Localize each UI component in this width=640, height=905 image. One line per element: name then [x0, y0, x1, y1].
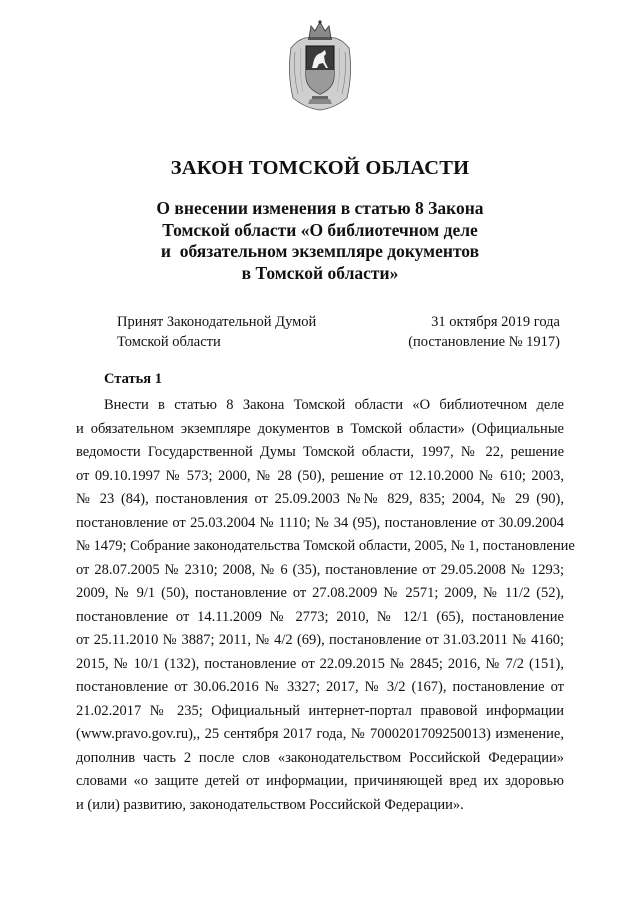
adoption-date-block: [408, 312, 560, 352]
law-subtitle-line: Томской области «О библиотечном деле: [162, 219, 478, 240]
law-title: ЗАКОН ТОМСКОЙ ОБЛАСТИ: [170, 157, 470, 179]
article-line: (www.pravo.gov.ru),, 25 сентября 2017 года, № 7000201709250013) изменение,: [76, 726, 564, 742]
article-line: дополнив часть 2 после слов «законодательством Российской Федерации»: [76, 749, 564, 766]
article-line: № 23 (84), постановления от 25.09.2003 №№ 829, 835; 2004, № 29 (90),: [76, 491, 564, 507]
resolution-number: (постановление № 1917): [408, 334, 560, 350]
article-line: 2015, № 10/1 (132), постановление от 22.09.2015 № 2845; 2016, № 7/2 (151),: [76, 655, 564, 672]
article-line: постановление от 30.06.2016 № 3327; 2017, № 3/2 (167), постановление от: [76, 679, 564, 695]
coat-of-arms-icon: [285, 18, 355, 113]
article-line: от 25.11.2010 № 3887; 2011, № 4/2 (69), постановление от 31.03.2011 № 4160;: [76, 632, 564, 648]
article-line: № 1479; Собрание законодательства Томской области, 2005, № 1, постановление: [76, 538, 575, 554]
article-line: и (или) развитию, законодательством Российской Федерации».: [76, 796, 464, 813]
article-line: и обязательном экземпляре документов в Томской области» (Официальные: [76, 420, 564, 437]
article-line: Внести в статью 8 Закона Томской области «О библиотечном деле: [104, 397, 564, 413]
article-line: постановление от 25.03.2004 № 1110; № 34 (95), постановление от 30.09.2004: [76, 514, 564, 531]
law-subtitle-line: и обязательном экземпляре документов: [160, 241, 480, 261]
article-line: от 28.07.2005 № 2310; 2008, № 6 (35), постановление от 29.05.2008 № 1293;: [76, 561, 564, 578]
article-line: постановление от 14.11.2009 № 2773; 2010, № 12/1 (65), постановление: [76, 608, 564, 625]
adopted-by-line: Принят Законодательной Думой: [117, 314, 317, 330]
adoption-date: 31 октября 2019 года: [431, 314, 560, 330]
law-subtitle-line: в Томской области»: [241, 262, 399, 283]
article-body: [76, 394, 575, 817]
article-line: 21.02.2017 № 235; Официальный интернет-портал правовой информации: [76, 702, 564, 719]
article-line: словами «о защите детей от информации, причиняющей вред их здоровью: [76, 773, 564, 789]
article-line: 2009, № 9/1 (50), постановление от 27.08.2009 № 2571; 2009, № 11/2 (52),: [76, 585, 564, 601]
law-subtitle: [0, 198, 640, 284]
article-heading: Статья 1: [104, 371, 162, 387]
adopted-by-block: [117, 312, 316, 352]
article-line: ведомости Государственной Думы Томской области, 1997, № 22, решение: [76, 444, 564, 460]
law-subtitle-line: О внесении изменения в статью 8 Закона: [156, 198, 484, 218]
article-line: от 09.10.1997 № 573; 2000, № 28 (50), решение от 12.10.2000 № 610; 2003,: [76, 467, 564, 484]
adopted-by-line: Томской области: [117, 334, 221, 350]
